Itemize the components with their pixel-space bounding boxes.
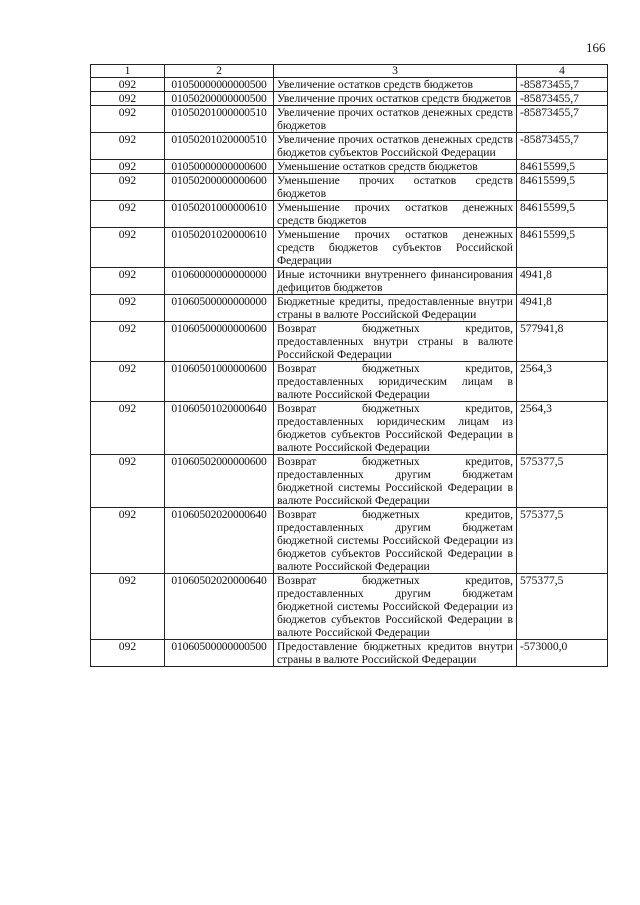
- description-cell: Уменьшение прочих остатков средств бюджетов: [274, 174, 517, 201]
- table-row: [91, 362, 608, 402]
- budget-classification-code-cell: 01050000000000500: [165, 78, 274, 92]
- table-row: [91, 402, 608, 455]
- table-row: [91, 92, 608, 106]
- amount-cell: 4941,8: [517, 268, 608, 295]
- table-row: [91, 322, 608, 362]
- budget-classification-code-cell: 01050201000000510: [165, 106, 274, 133]
- chapter-code-cell: 092: [91, 322, 165, 362]
- chapter-code-cell: 092: [91, 201, 165, 228]
- table-row: [91, 133, 608, 160]
- amount-cell: 84615599,5: [517, 201, 608, 228]
- column-header-2: 2: [165, 65, 274, 78]
- column-header-3: 3: [274, 65, 517, 78]
- budget-classification-code-cell: 01060500000000600: [165, 322, 274, 362]
- budget-classification-code-cell: 01060502000000600: [165, 455, 274, 508]
- chapter-code-cell: 092: [91, 78, 165, 92]
- table-row: [91, 574, 608, 640]
- table-row: [91, 201, 608, 228]
- amount-cell: 4941,8: [517, 295, 608, 322]
- chapter-code-cell: 092: [91, 508, 165, 574]
- budget-classification-code-cell: 01050000000000600: [165, 160, 274, 174]
- amount-cell: 84615599,5: [517, 174, 608, 201]
- budget-classification-code-cell: 01050201020000510: [165, 133, 274, 160]
- amount-cell: 575377,5: [517, 508, 608, 574]
- amount-cell: -573000,0: [517, 640, 608, 667]
- budget-classification-code-cell: 01050200000000500: [165, 92, 274, 106]
- description-cell: Иные источники внутреннего финансирования дефицитов бюджетов: [274, 268, 517, 295]
- description-cell: Предоставление бюджетных кредитов внутри страны в валюте Российской Федерации: [274, 640, 517, 667]
- description-cell: Возврат бюджетных кредитов, предоставленных внутри страны в валюте Российской Федерации: [274, 322, 517, 362]
- chapter-code-cell: 092: [91, 640, 165, 667]
- description-cell: Уменьшение прочих остатков денежных средств бюджетов: [274, 201, 517, 228]
- table-row: [91, 228, 608, 268]
- description-cell: Уменьшение остатков средств бюджетов: [274, 160, 517, 174]
- chapter-code-cell: 092: [91, 133, 165, 160]
- description-cell: Возврат бюджетных кредитов, предоставленных юридическим лицам из бюджетов субъектов Российской Федерации в валюте Российской Федерации: [274, 402, 517, 455]
- budget-classification-code-cell: 01050201000000610: [165, 201, 274, 228]
- table-row: [91, 268, 608, 295]
- table-row: [91, 78, 608, 92]
- description-cell: Возврат бюджетных кредитов, предоставленных юридическим лицам в валюте Российской Федерации: [274, 362, 517, 402]
- amount-cell: 84615599,5: [517, 228, 608, 268]
- amount-cell: -85873455,7: [517, 106, 608, 133]
- budget-classification-code-cell: 01060502020000640: [165, 508, 274, 574]
- amount-cell: 2564,3: [517, 362, 608, 402]
- table-row: [91, 640, 608, 667]
- budget-classification-code-cell: 01050201020000610: [165, 228, 274, 268]
- budget-classification-code-cell: 01060000000000000: [165, 268, 274, 295]
- chapter-code-cell: 092: [91, 402, 165, 455]
- description-cell: Возврат бюджетных кредитов, предоставленных другим бюджетам бюджетной системы Российской Федерации из бюджетов субъектов Российской Федерации в валюте Российской Федерации: [274, 574, 517, 640]
- budget-classification-code-cell: 01060500000000000: [165, 295, 274, 322]
- description-cell: Бюджетные кредиты, предоставленные внутри страны в валюте Российской Федерации: [274, 295, 517, 322]
- amount-cell: -85873455,7: [517, 133, 608, 160]
- amount-cell: 575377,5: [517, 574, 608, 640]
- description-cell: Возврат бюджетных кредитов, предоставленных другим бюджетам бюджетной системы Российской Федерации в валюте Российской Федерации: [274, 455, 517, 508]
- budget-classification-code-cell: 01060501000000600: [165, 362, 274, 402]
- description-cell: Увеличение прочих остатков средств бюджетов: [274, 92, 517, 106]
- budget-classification-code-cell: 01060500000000500: [165, 640, 274, 667]
- chapter-code-cell: 092: [91, 174, 165, 201]
- chapter-code-cell: 092: [91, 228, 165, 268]
- amount-cell: -85873455,7: [517, 78, 608, 92]
- chapter-code-cell: 092: [91, 295, 165, 322]
- table-row: [91, 106, 608, 133]
- chapter-code-cell: 092: [91, 574, 165, 640]
- chapter-code-cell: 092: [91, 160, 165, 174]
- chapter-code-cell: 092: [91, 268, 165, 295]
- description-cell: Увеличение остатков средств бюджетов: [274, 78, 517, 92]
- table-row: [91, 160, 608, 174]
- description-cell: Увеличение прочих остатков денежных средств бюджетов субъектов Российской Федерации: [274, 133, 517, 160]
- budget-sources-table: [90, 64, 608, 667]
- table-row: [91, 455, 608, 508]
- amount-cell: 2564,3: [517, 402, 608, 455]
- chapter-code-cell: 092: [91, 455, 165, 508]
- amount-cell: 84615599,5: [517, 160, 608, 174]
- chapter-code-cell: 092: [91, 92, 165, 106]
- amount-cell: 577941,8: [517, 322, 608, 362]
- table-row: [91, 295, 608, 322]
- column-header-1: 1: [91, 65, 165, 78]
- amount-cell: 575377,5: [517, 455, 608, 508]
- column-header-4: 4: [517, 65, 608, 78]
- description-cell: Уменьшение прочих остатков денежных средств бюджетов субъектов Российской Федерации: [274, 228, 517, 268]
- budget-classification-code-cell: 01060502020000640: [165, 574, 274, 640]
- chapter-code-cell: 092: [91, 106, 165, 133]
- table-row: [91, 508, 608, 574]
- amount-cell: -85873455,7: [517, 92, 608, 106]
- table-header-row: [91, 65, 608, 78]
- table-row: [91, 174, 608, 201]
- budget-classification-code-cell: 01060501020000640: [165, 402, 274, 455]
- description-cell: Возврат бюджетных кредитов, предоставленных другим бюджетам бюджетной системы Российской Федерации из бюджетов субъектов Российской Федерации в валюте Российской Федерации: [274, 508, 517, 574]
- page-number: 166: [586, 40, 606, 55]
- budget-classification-code-cell: 01050200000000600: [165, 174, 274, 201]
- chapter-code-cell: 092: [91, 362, 165, 402]
- description-cell: Увеличение прочих остатков денежных средств бюджетов: [274, 106, 517, 133]
